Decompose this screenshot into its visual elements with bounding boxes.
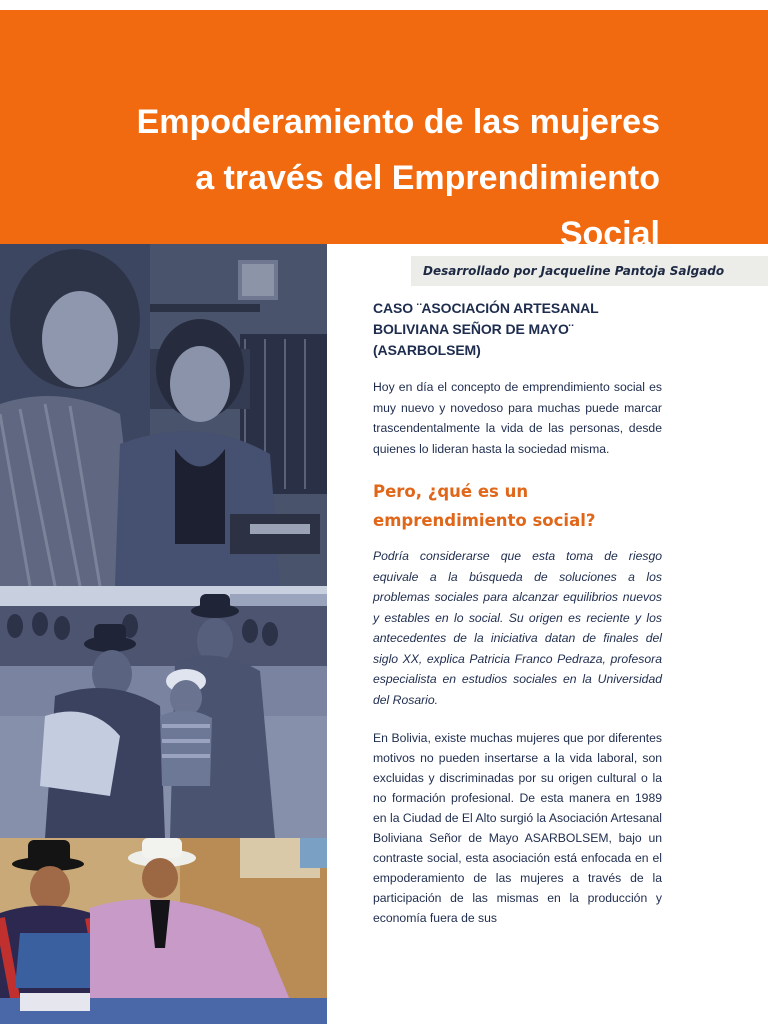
title-line-1: Empoderamiento de las mujeres bbox=[136, 103, 660, 141]
quote-paragraph: Podría considerarse que esta toma de riesgo equivale a la búsqueda de soluciones a los problemas sociales para alcanzar equilibrios nuevos y estables en lo social. Su origen es reciente y los antecedentes de la iniciativa datan de finales del siglo XX, explica Patricia Franco Pedraza, profesora especialista en estudios sociales en la Universidad del Rosario. bbox=[373, 549, 662, 707]
author-bar: Desarrollado por Jacqueline Pantoja Salgado bbox=[411, 256, 768, 286]
title-line-3: Social bbox=[559, 215, 660, 253]
title-banner bbox=[0, 10, 768, 253]
photo-market-women bbox=[0, 586, 327, 838]
intro-paragraph: Hoy en día el concepto de emprendimiento social es muy nuevo y novedoso para muchas puede marcar trascendentalmente la vida de las personas, desde quienes lo lideran hasta la sociedad misma. bbox=[373, 380, 662, 456]
title-line-2: a través del Emprendimiento bbox=[195, 159, 660, 197]
body-paragraph: En Bolivia, existe muchas mujeres que por diferentes motivos no pueden insertarse a la vida laboral, son excluidas y discriminadas por su origen cultural o la no formación profesional. De esta manera en 1989 en la Ciudad de El Alto surgió la Asociación Artesanal Boliviana Señor de Mayo ASARBOLSEM, bajo un contraste social, esta asociación está enfocada en el empoderamiento de las mujeres a través de la participación de las mismas en la producción y economía fuera de sus bbox=[373, 731, 662, 925]
photo-artisans-at-table bbox=[0, 838, 327, 1024]
photo-two-women bbox=[0, 244, 327, 586]
article-content bbox=[373, 298, 662, 928]
section-heading: Pero, ¿qué es un emprendimiento social? bbox=[373, 482, 596, 530]
photo-column bbox=[0, 244, 327, 1024]
page-title bbox=[40, 94, 660, 262]
case-title: CASO ¨ASOCIACIÓN ARTESANAL BOLIVIANA SEÑOR DE MAYO¨ (ASARBOLSEM) bbox=[373, 300, 599, 358]
